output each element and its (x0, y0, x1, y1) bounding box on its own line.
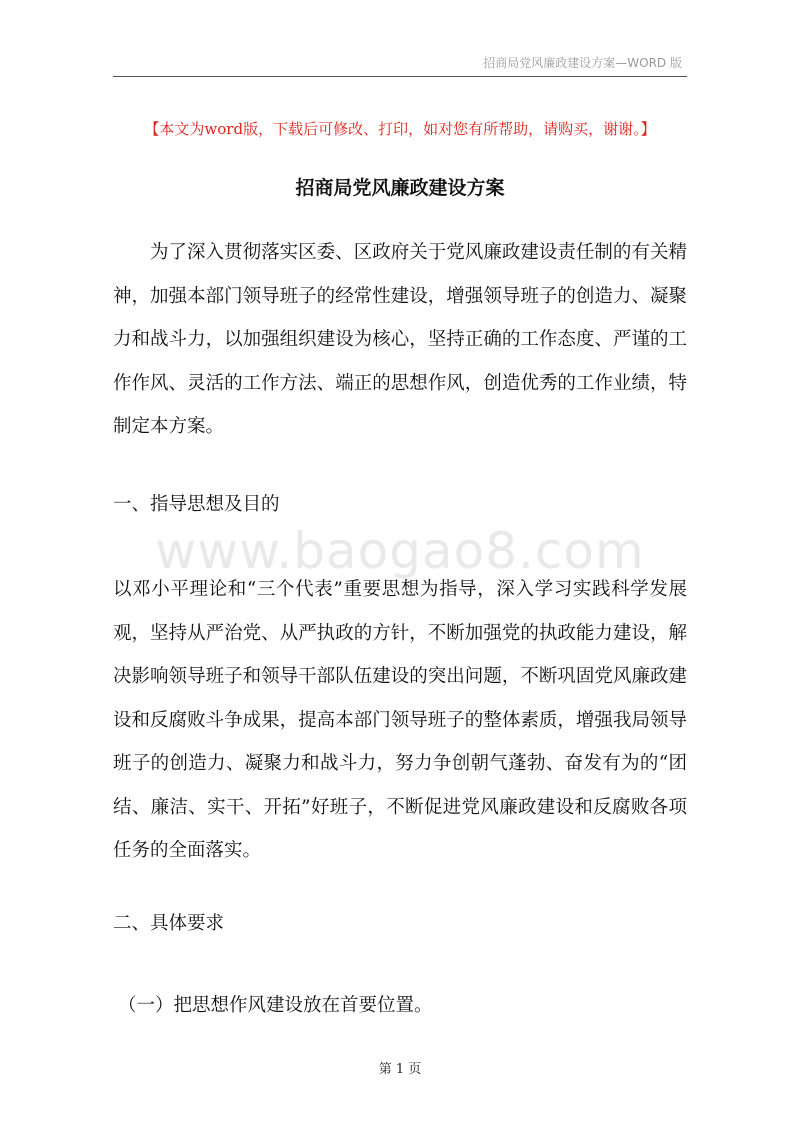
purchase-notice: 【本文为word版，下载后可修改、打印，如对您有所帮助，请购买，谢谢。】 (144, 120, 656, 138)
section-1-heading: 一、指导思想及目的 (113, 494, 280, 515)
header-divider (113, 76, 687, 77)
page-header-text: 招商局党风廉政建设方案—WORD 版 (483, 56, 682, 70)
section-2-heading: 二、具体要求 (113, 913, 225, 934)
document-title: 招商局党风廉政建设方案 (295, 177, 505, 199)
watermark-text: www.baogao8.com (155, 522, 645, 580)
intro-paragraph: 为了深入贯彻落实区委、区政府关于党风廉政建设责任制的有关精神，加强本部门领导班子的经常性建设，增强领导班子的创造力、凝聚力和战斗力，以加强组织建设为核心，坚持正确的工作态度、严谨的工作作风、灵活的工作方法、端正的思想作风，创造优秀的工作业绩，特制定本方案。 (113, 242, 687, 437)
page-number: 第 1 页 (378, 1062, 422, 1077)
subsection-1-heading: （一）把思想作风建设放在首要位置。 (118, 995, 433, 1016)
section-1-paragraph: 以邓小平理论和“三个代表”重要思想为指导，深入学习实践科学发展观，坚持从严治党、从严执政的方针，不断加强党的执政能力建设，解决影响领导班子和领导干部队伍建设的突出问题，不断巩固党风廉政建设和反腐败斗争成果，提高本部门领导班子的整体素质，增强我局领导班子的创造力、凝聚力和战斗力，努力争创朝气蓬勃、奋发有为的“团结、廉洁、实干、开拓”好班子，不断促进党风廉政建设和反腐败各项任务的全面落实。 (113, 579, 687, 861)
